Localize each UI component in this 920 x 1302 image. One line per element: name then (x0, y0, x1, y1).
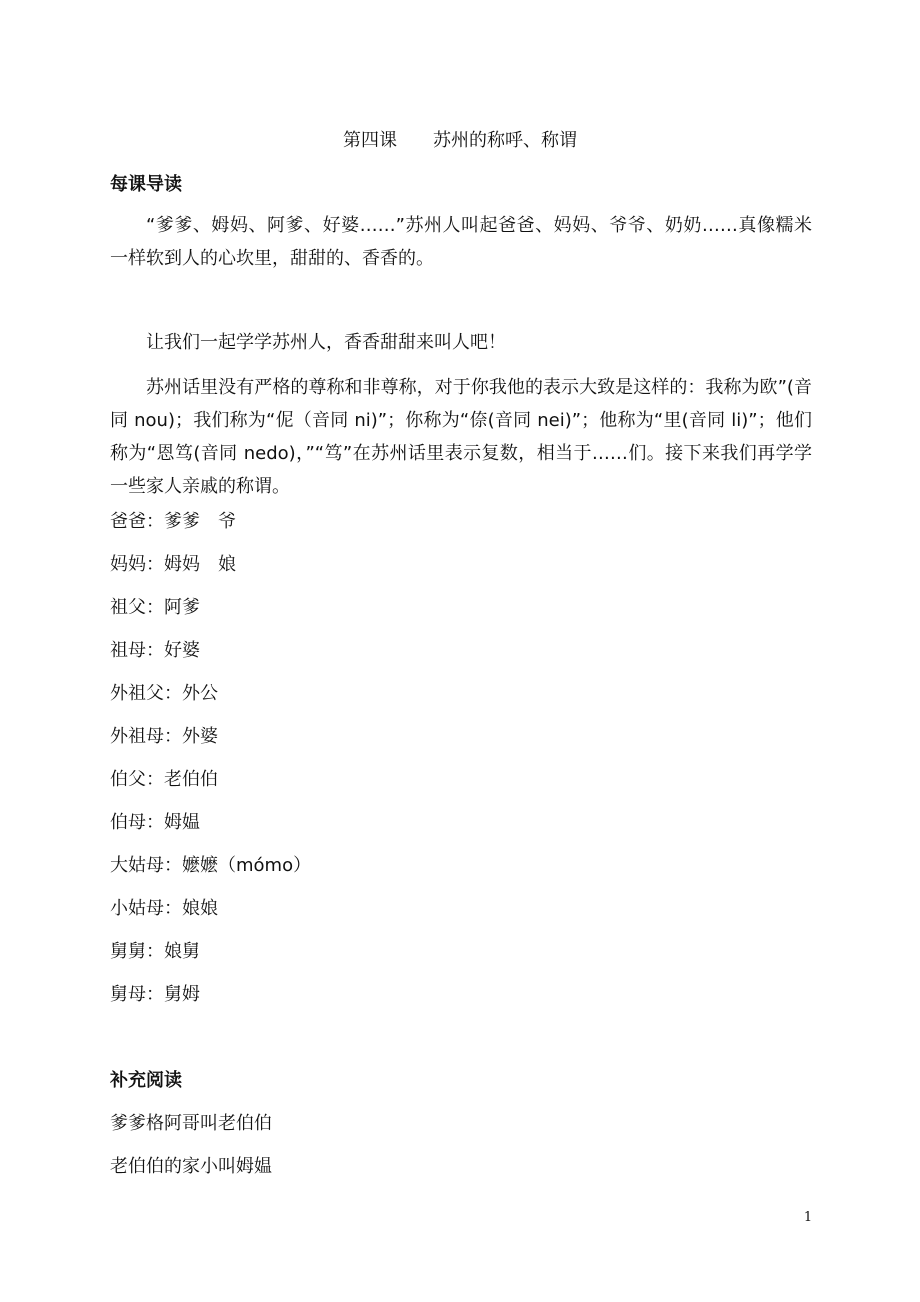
term-item: 祖母：好婆 (110, 640, 200, 661)
invite-paragraph: 让我们一起学学苏州人，香香甜甜来叫人吧！ (146, 332, 506, 353)
term-item: 大姑母：嬷嬷（mómo） (110, 855, 312, 876)
pronoun-paragraph: 苏州话里没有严格的尊称和非尊称，对于你我他的表示大致是这样的：我称为欧”(音同 nou)；我们称为“伲（音同 ni)”；你称为“倷(音同 nei)”；他称为“里(音同 li)”；他们称为“恩笃(音同 nedo)，”“笃”在苏州话里表示复数，相当于……们。接下来我们再学学一些家人亲戚的称谓。 (110, 377, 812, 497)
term-item: 祖父：阿爹 (110, 597, 200, 618)
reading-line: 爹爹格阿哥叫老伯伯 (110, 1113, 272, 1134)
section-heading-reading: 补充阅读 (110, 1070, 182, 1091)
intro-paragraph: “爹爹、姆妈、阿爹、好婆……”苏州人叫起爸爸、妈妈、爷爷、奶奶……真像糯米一样软到人的心坎里，甜甜的、香香的。 (110, 215, 812, 269)
section-heading-guide: 每课导读 (110, 174, 182, 195)
reading-line: 老伯伯的家小叫姆媪 (110, 1156, 272, 1177)
term-item: 小姑母：娘娘 (110, 898, 218, 919)
term-item: 爸爸：爹爹 爷 (110, 511, 236, 532)
term-item: 舅舅：娘舅 (110, 941, 200, 962)
term-item: 妈妈：姆妈 娘 (110, 554, 236, 575)
term-item: 伯父：老伯伯 (110, 769, 218, 790)
term-item: 外祖母：外婆 (110, 726, 218, 747)
page-number: 1 (803, 1210, 813, 1225)
page-title: 第四课 苏州的称呼、称谓 (343, 130, 577, 151)
term-item: 外祖父：外公 (110, 683, 218, 704)
term-item: 舅母：舅姆 (110, 984, 200, 1005)
term-item: 伯母：姆媪 (110, 812, 200, 833)
